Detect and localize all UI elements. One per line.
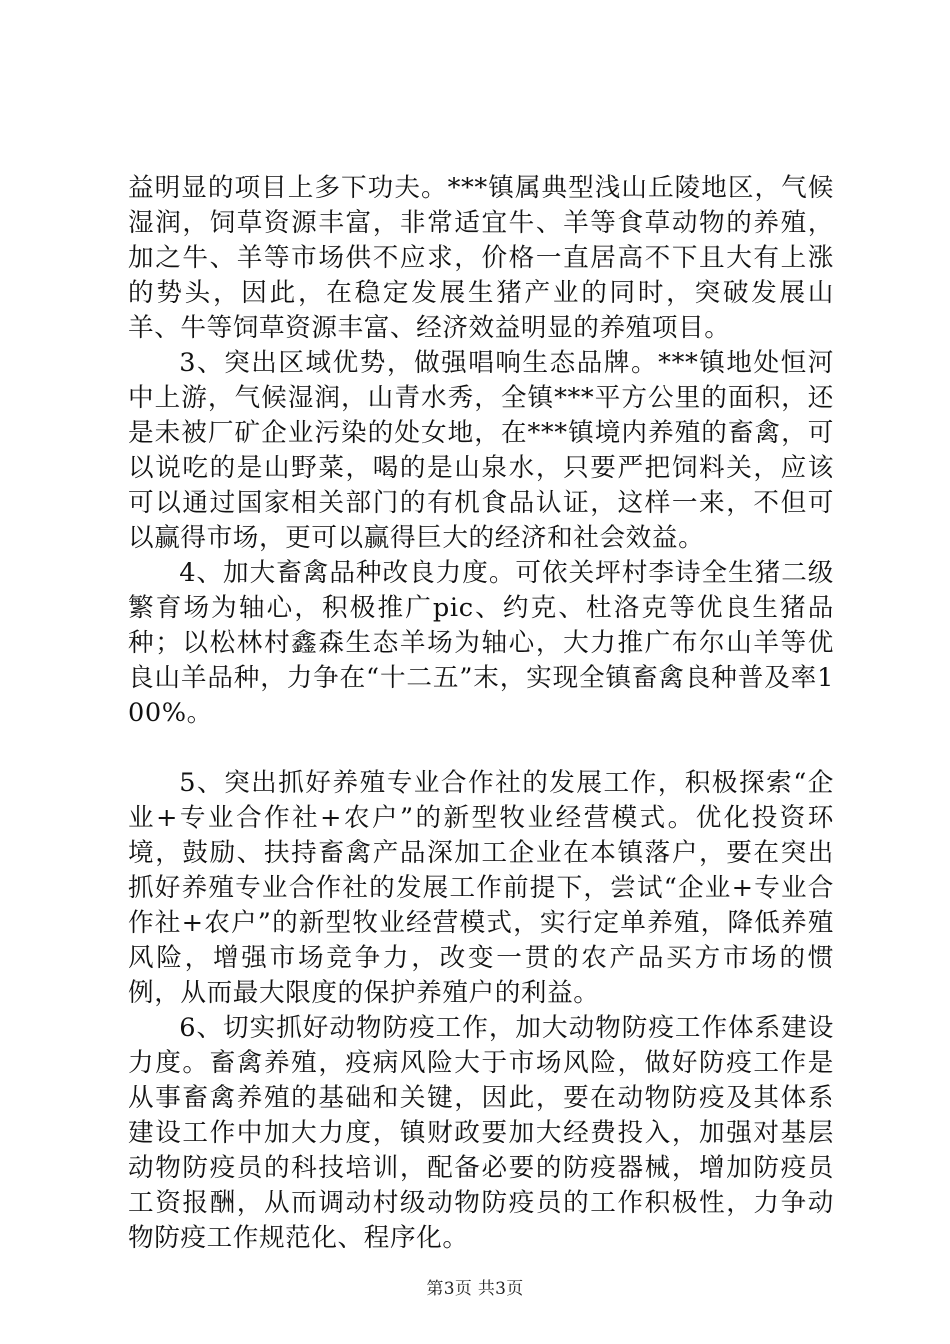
paragraph-spacer: [128, 731, 834, 766]
paragraph-item-6: 6、切实抓好动物防疫工作，加大动物防疫工作体系建设力度。畜禽养殖，疫病风险大于市场风险，做好防疫工作是从事畜禽养殖的基础和关键，因此，要在动物防疫及其体系建设工作中加大力度，镇财政要加大经费投入，加强对基层动物防疫员的科技培训，配备必要的防疫器械，增加防疫员工资报酬，从而调动村级动物防疫员的工作积极性，力争动物防疫工作规范化、程序化。: [128, 1013, 834, 1253]
document-body: [128, 171, 834, 1256]
page-footer: 第3页 共3页: [426, 1279, 524, 1299]
paragraph-item-3: 3、突出区域优势，做强唱响生态品牌。***镇地处恒河中上游，气候湿润，山青水秀，全镇***平方公里的面积，还是未被厂矿企业污染的处女地，在***镇境内养殖的畜禽，可以说吃的是山野菜，喝的是山泉水，只要严把饲料关，应该可以通过国家相关部门的有机食品认证，这样一来，不但可以赢得市场，更可以赢得巨大的经济和社会效益。: [128, 348, 834, 553]
paragraph-item-5: 5、突出抓好养殖专业合作社的发展工作，积极探索“企业+专业合作社+农户”的新型牧业经营模式。优化投资环境，鼓励、扶持畜禽产品深加工企业在本镇落户，要在突出抓好养殖专业合作社的发展工作前提下，尝试“企业+专业合作社+农户”的新型牧业经营模式，实行定单养殖，降低养殖风险，增强市场竞争力，改变一贯的农产品买方市场的惯例，从而最大限度的保护养殖户的利益。: [128, 768, 834, 1008]
paragraph-continuation: 益明显的项目上多下功夫。***镇属典型浅山丘陵地区，气候湿润，饲草资源丰富，非常适宜牛、羊等食草动物的养殖，加之牛、羊等市场供不应求，价格一直居高不下且大有上涨的势头，因此，在稳定发展生猪产业的同时，突破发展山羊、牛等饲草资源丰富、经济效益明显的养殖项目。: [128, 173, 834, 343]
paragraph-item-4: 4、加大畜禽品种改良力度。可依关坪村李诗全生猪二级繁育场为轴心，积极推广pic、约克、杜洛克等优良生猪品种；以松林村鑫森生态羊场为轴心，大力推广布尔山羊等优良山羊品种，力争在“十二五”末，实现全镇畜禽良种普及率100%。: [128, 558, 834, 728]
